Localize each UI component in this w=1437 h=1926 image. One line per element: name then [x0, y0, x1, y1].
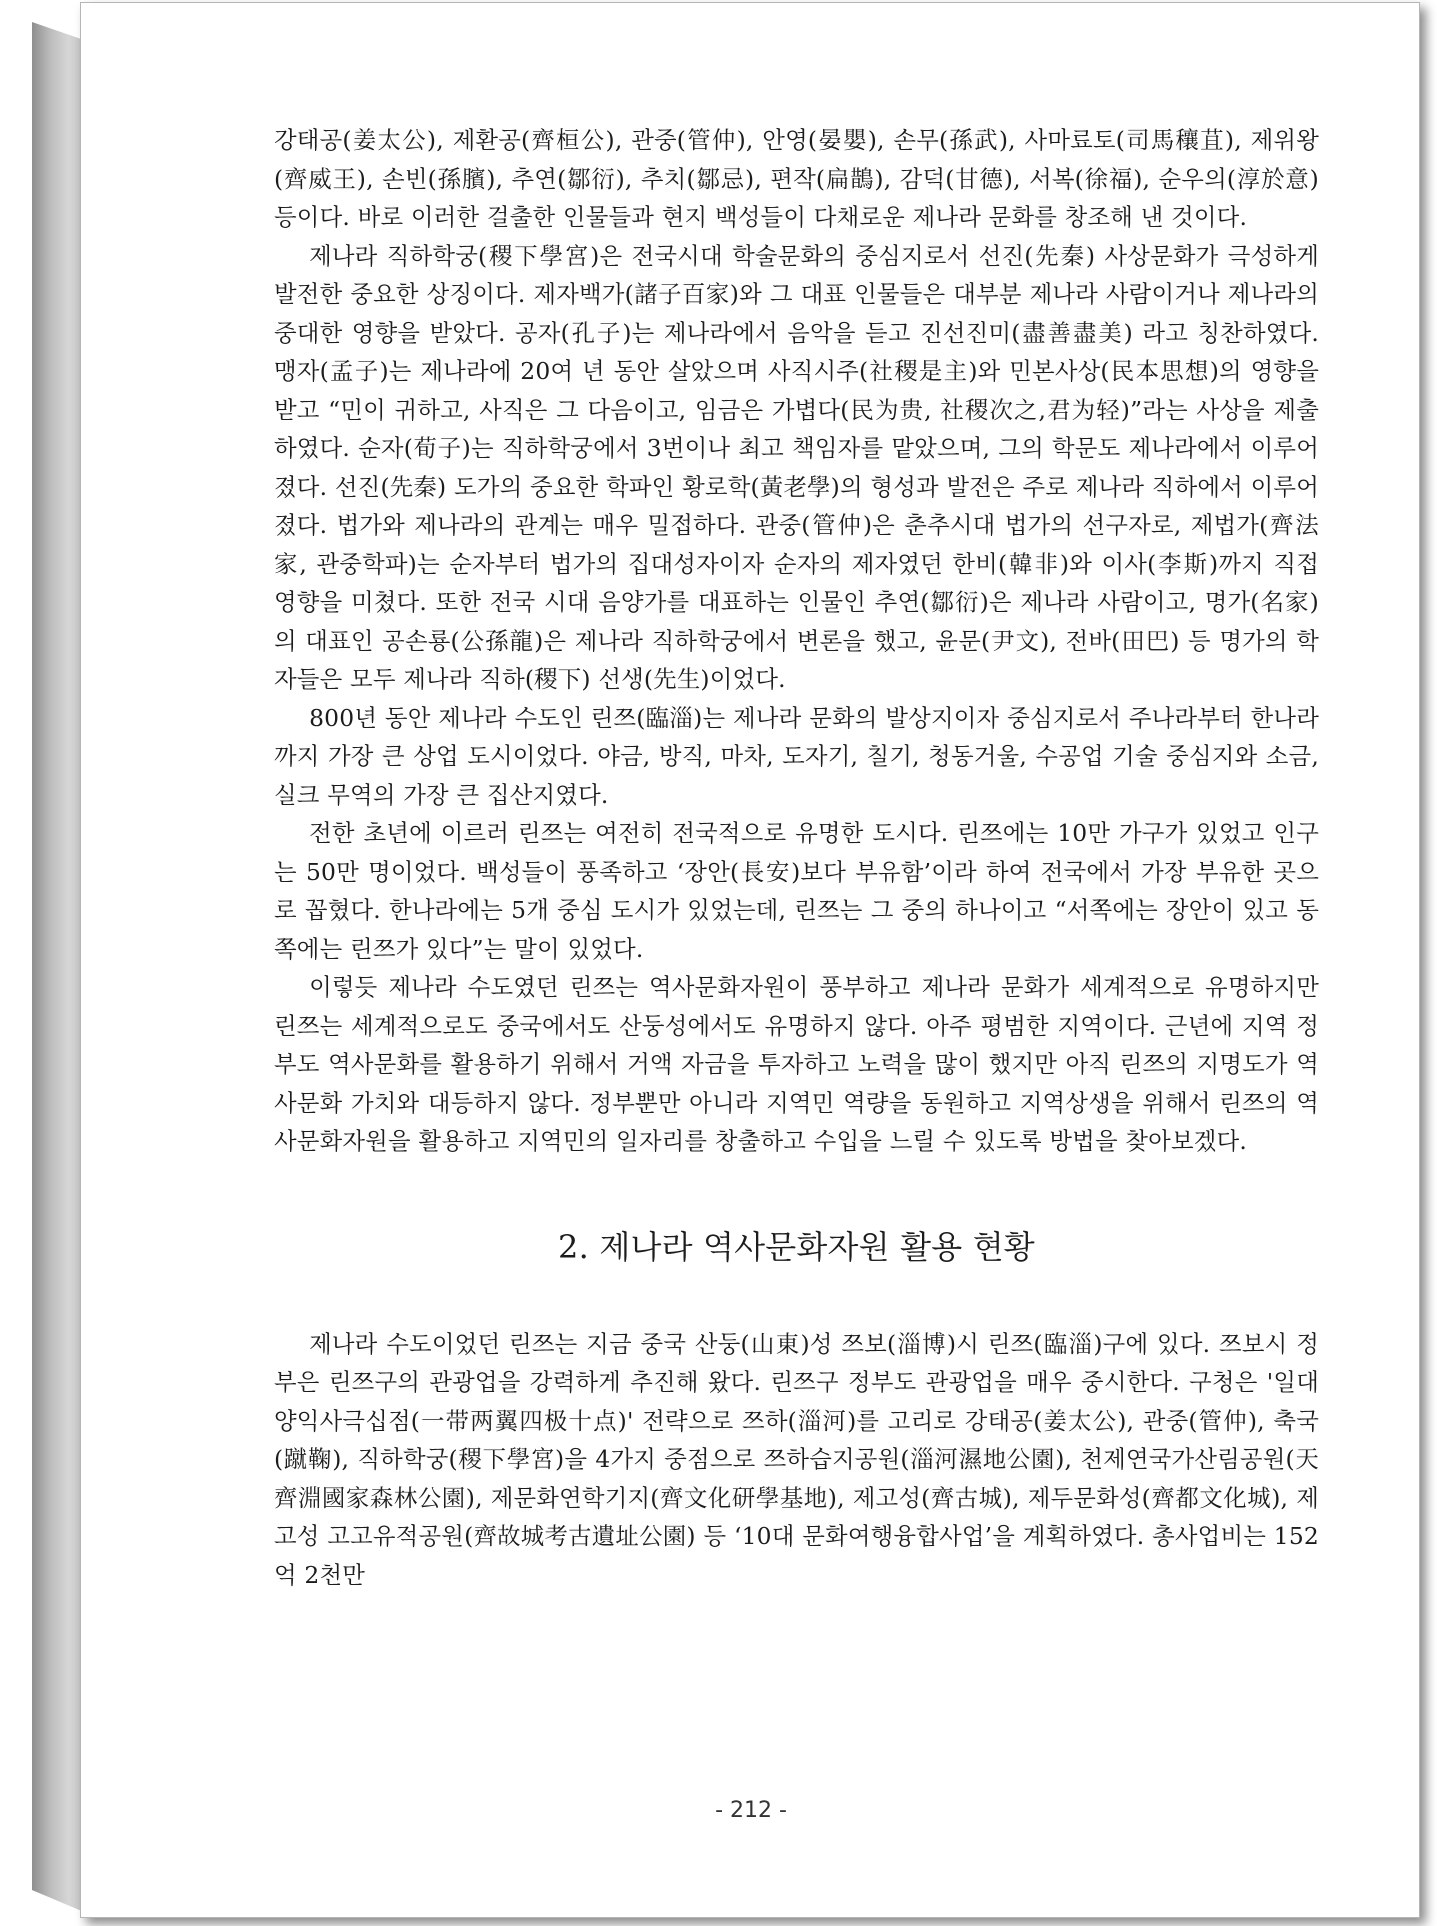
book-spine: [32, 22, 84, 1912]
paragraph-jixia-academy: 제나라 직하학궁(稷下學宮)은 전국시대 학술문화의 중심지로서 선진(先秦) 사상문화가 극성하게 발전한 중요한 상징이다. 제자백가(諸子百家)와 그 대표 인물들은 대부분 제나라 사람이거나 제나라의 중대한 영향을 받았다. 공자(孔子)는 제나라에서 음악을 듣고 진선진미(盡善盡美) 라고 칭찬하였다. 맹자(孟子)는 제나라에 20여 년 동안 살았으며 사직시주(社稷是主)와 민본사상(民本思想)의 영향을 받고 “민이 귀하고, 사직은 그 다음이고, 임금은 가볍다(民为贵, 社稷次之,君为轻)”라는 사상을 제출하였다. 순자(荀子)는 직하학궁에서 3번이나 최고 책임자를 맡았으며, 그의 학문도 제나라에서 이루어졌다. 선진(先秦) 도가의 중요한 학파인 황로학(黃老學)의 형성과 발전은 주로 제나라 직하에서 이루어졌다. 법가와 제나라의 관계는 매우 밀접하다. 관중(管仲)은 춘추시대 법가의 선구자로, 제법가(齊法家, 관중학파)는 순자부터 법가의 집대성자이자 순자의 제자였던 한비(韓非)와 이사(李斯)까지 직접 영향을 미쳤다. 또한 전국 시대 음양가를 대표하는 인물인 추연(鄒衍)은 제나라 사람이고, 명가(名家)의 대표인 공손룡(公孫龍)은 제나라 직하학궁에서 변론을 했고, 윤문(尹文), 전바(田巴) 등 명가의 학자들은 모두 제나라 직하(稷下) 선생(先生)이었다.: [274, 241, 1319, 693]
paragraph-current-status: 제나라 수도이었던 린쯔는 지금 중국 산둥(山東)성 쯔보(淄博)시 린쯔(臨淄)구에 있다. 쯔보시 정부은 린쯔구의 관광업을 강력하게 추진해 왔다. 린쯔구 정부도 관광업을 매우 중시한다. 구청은 '일대양익사극십점(一带两翼四极十点)' 전략으로 쯔하(淄河)를 고리로 강태공(姜太公), 관중(管仲), 축국(蹴鞠), 직하학궁(稷下學宮)을 4가지 중점으로 쯔하습지공원(淄河濕地公園), 천제연국가산림공원(天齊淵國家森林公園), 제문화연학기지(齊文化研學基地), 제고성(齊古城), 제두문화성(齊都文化城), 제고성 고고유적공원(齊故城考古遺址公園) 등 ‘10대 문화여행융합사업’을 계획하였다. 총사업비는 152억 2천만: [274, 1329, 1319, 1589]
paragraph-linzi-fame: 이렇듯 제나라 수도였던 린쯔는 역사문화자원이 풍부하고 제나라 문화가 세계적으로 유명하지만 린쯔는 세계적으로도 중국에서도 산둥성에서도 유명하지 않다. 아주 평범한 지역이다. 근년에 지역 정부도 역사문화를 활용하기 위해서 거액 자금을 투자하고 노력을 많이 했지만 아직 린쯔의 지명도가 역사문화 가치와 대등하지 않다. 정부뿐만 아니라 지역민 역량을 동원하고 지역상생을 위해서 린쯔의 역사문화자원을 활용하고 지역민의 일자리를 창출하고 수입을 느릴 수 있도록 방법을 찾아보겠다.: [274, 973, 1319, 1155]
page-body: [274, 121, 1319, 1594]
paragraph-early-han: 전한 초년에 이르러 린쯔는 여전히 전국적으로 유명한 도시다. 린쯔에는 10만 가구가 있었고 인구는 50만 명이었다. 백성들이 풍족하고 ‘장안(長安)보다 부유함’이라 하여 전국에서 가장 부유한 곳으로 꼽혔다. 한나라에는 5개 중심 도시가 있었는데, 린쯔는 그 중의 하나이고 “서쪽에는 장안이 있고 동쪽에는 린쯔가 있다”는 말이 있었다.: [274, 819, 1319, 963]
paragraph-continuation: 강태공(姜太公), 제환공(齊桓公), 관중(管仲), 안영(晏嬰), 손무(孫武), 사마료토(司馬穰苴), 제위왕(齊威王), 손빈(孫臏), 추연(鄒衍), 추치(鄒忌), 편작(扁鵲), 감덕(甘德), 서복(徐福), 순우의(淳於意) 등이다. 바로 이러한 걸출한 인물들과 현지 백성들이 다채로운 제나라 문화를 창조해 낸 것이다.: [274, 126, 1319, 231]
section-title: 2. 제나라 역사문화자원 활용 현황: [558, 1227, 1035, 1266]
page-number: - 212 -: [715, 1798, 787, 1823]
paragraph-linzi-capital: 800년 동안 제나라 수도인 린쯔(臨淄)는 제나라 문화의 발상지이자 중심지로서 주나라부터 한나라까지 가장 큰 상업 도시이었다. 야금, 방직, 마차, 도자기, 칠기, 청동거울, 수공업 기술 중심지와 소금, 실크 무역의 가장 큰 집산지였다.: [274, 703, 1319, 809]
document-page: [80, 2, 1420, 1918]
